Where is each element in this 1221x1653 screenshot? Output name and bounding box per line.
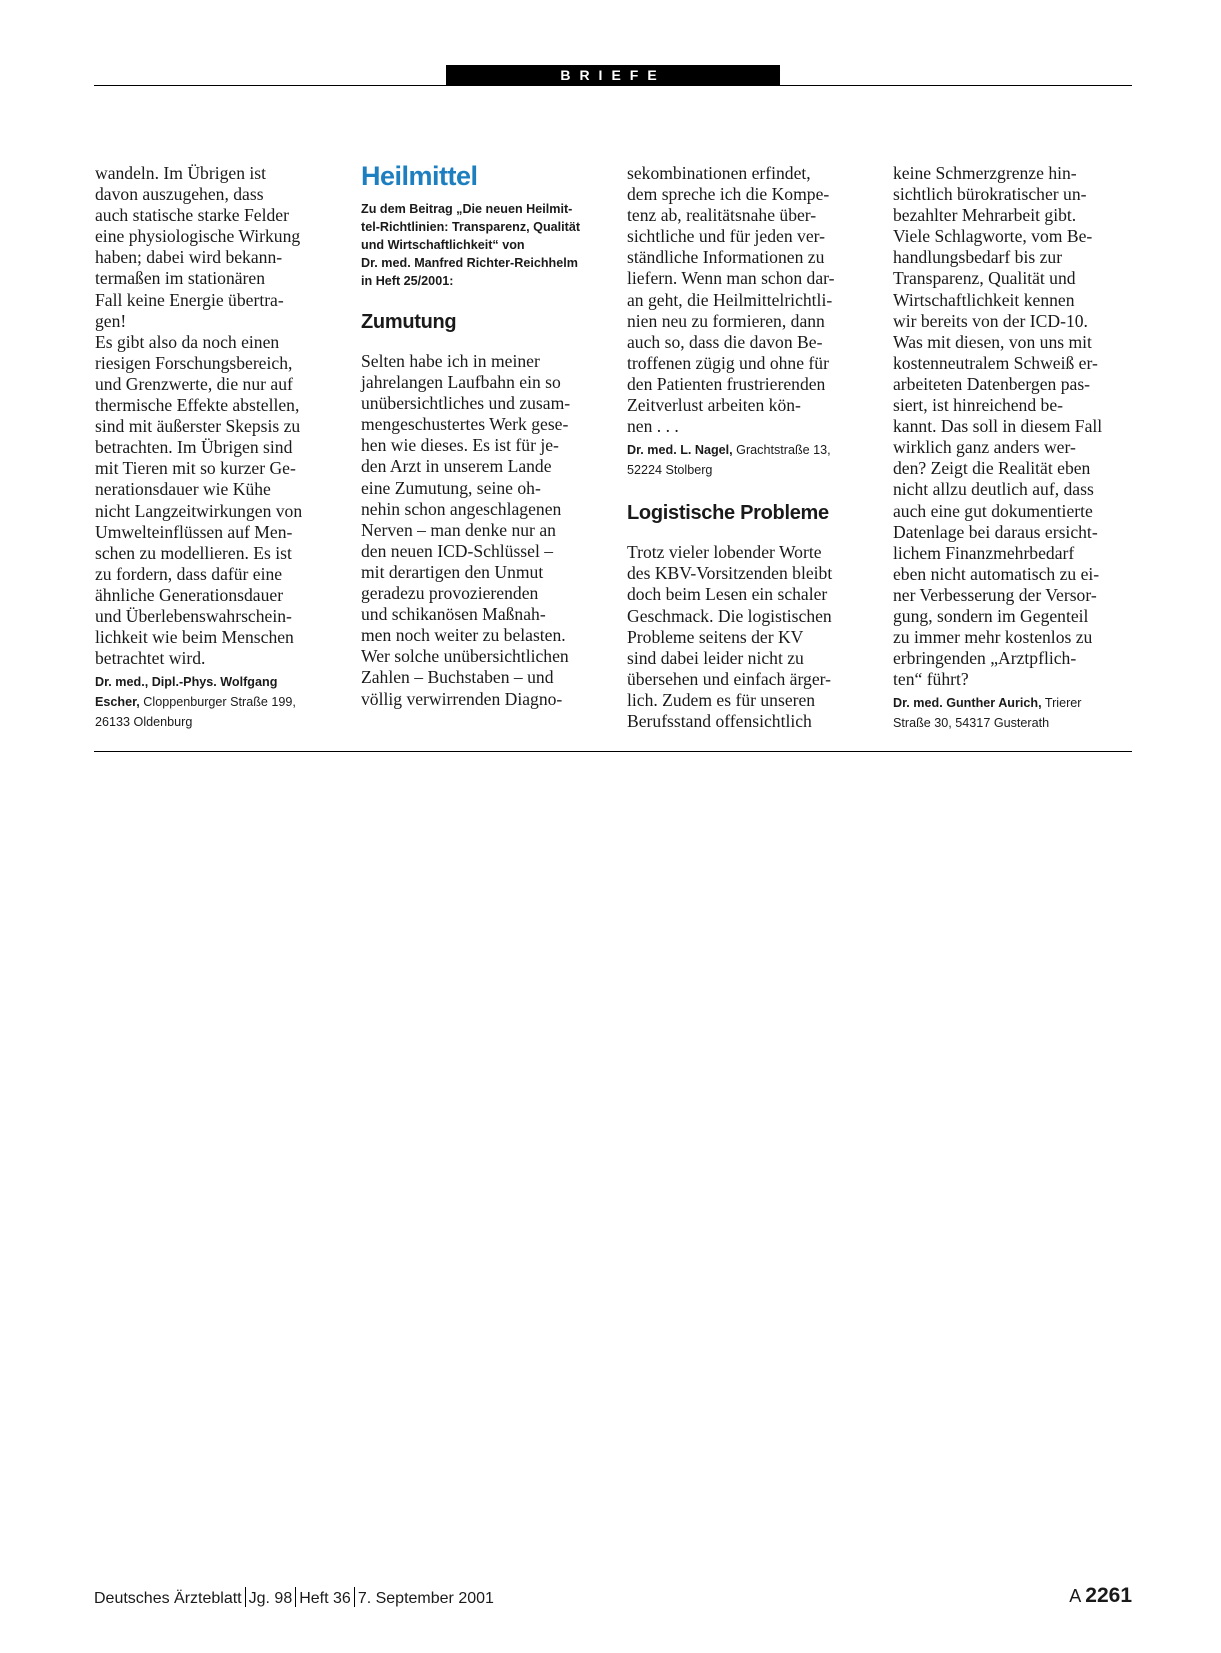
footer-separator	[354, 1587, 355, 1607]
text-line: lichem Finanzmehrbedarf	[893, 542, 1075, 563]
text-line: betrachtet wird.	[95, 648, 206, 669]
text-line: zu fordern, dass dafür eine	[95, 563, 283, 584]
letter-signature	[95, 672, 335, 732]
text-line: wirklich ganz anders wer-	[893, 437, 1076, 458]
text-line: kostenneutralem Schweiß er-	[893, 352, 1098, 373]
text-line: Transparenz, Qualität und	[893, 268, 1076, 289]
text-line: Es gibt also da noch einen	[95, 331, 280, 352]
text-line: nicht allzu deutlich auf, dass	[893, 479, 1094, 500]
text-line: sichtliche und für jeden ver-	[627, 226, 825, 247]
signature-name: Dr. med. Gunther Aurich,	[893, 696, 1042, 711]
footer-separator	[245, 1587, 246, 1607]
column-2	[361, 163, 601, 710]
text-line: des KBV-Vorsitzenden bleibt	[627, 563, 833, 584]
column-4	[893, 163, 1133, 733]
text-line: erbringenden „Arztpflich-	[893, 648, 1077, 669]
text-line: handlungsbedarf bis zur	[893, 247, 1063, 268]
text-line: übersehen und einfach ärger-	[627, 668, 831, 689]
text-line: Viele Schlagworte, vom Be-	[893, 226, 1093, 247]
text-line: siert, ist hinreichend be-	[893, 395, 1064, 416]
letter-body	[627, 542, 867, 732]
footer-citation	[94, 1587, 494, 1608]
text-line: eben nicht automatisch zu ei-	[893, 563, 1100, 584]
text-line: zu immer mehr kostenlos zu	[893, 627, 1093, 648]
journal-issue: Heft 36	[299, 1590, 351, 1607]
text-line: Dr. med. Manfred Richter-Reichhelm	[361, 256, 578, 270]
text-line: nerationsdauer wie Kühe	[95, 479, 271, 500]
text-line: und Grenzwerte, die nur auf	[95, 373, 293, 394]
letter-signature	[893, 693, 1133, 733]
text-line: sind dabei leider nicht zu	[627, 647, 804, 668]
signature-name: Dr. med., Dipl.-Phys. Wolfgang	[95, 675, 278, 690]
text-line: schen zu modellieren. Es ist	[95, 542, 292, 563]
topic-title: Heilmittel	[361, 161, 478, 191]
text-line: mit derartigen den Unmut	[361, 561, 544, 582]
text-line: unübersichtliches und zusam-	[361, 393, 571, 414]
signature-address: Grachtstraße 13,	[732, 443, 831, 458]
text-line: betrachten. Im Übrigen sind	[95, 437, 293, 458]
text-line: eine physiologische Wirkung	[95, 226, 301, 247]
text-line: auch so, dass die davon Be-	[627, 331, 823, 352]
letter-signature	[627, 440, 867, 480]
text-line: nicht Langzeitwirkungen von	[95, 500, 303, 521]
issue-date: 7. September 2001	[357, 1590, 494, 1607]
text-line: thermische Effekte abstellen,	[95, 395, 300, 416]
text-line: sichtlich bürokratischer un-	[893, 184, 1087, 205]
page-prefix: A	[1069, 1586, 1082, 1606]
text-line: Selten habe ich in meiner	[361, 351, 540, 371]
signature-city: 52224 Stolberg	[627, 463, 713, 478]
text-line: Wer solche unübersichtlichen	[361, 646, 569, 667]
signature-name: Dr. med. L. Nagel,	[627, 443, 733, 458]
text-line: Trotz vieler lobender Worte	[627, 542, 822, 563]
text-line: Berufsstand offensichtlich	[627, 710, 812, 731]
text-line: Probleme seitens der KV	[627, 626, 804, 647]
text-line: liefern. Wenn man schon dar-	[627, 268, 835, 289]
text-line: nehin schon angeschlagenen	[361, 498, 562, 519]
letter-body	[893, 163, 1133, 690]
text-line: Fall keine Energie übertra-	[95, 289, 284, 310]
text-line: Zu dem Beitrag „Die neuen Heilmit-	[361, 202, 573, 216]
text-line: haben; dabei wird bekann-	[95, 247, 283, 268]
text-line: auch eine gut dokumentierte	[893, 500, 1093, 521]
text-line: kannt. Das soll in diesem Fall	[893, 416, 1103, 437]
text-line: Geschmack. Die logistischen	[627, 605, 832, 626]
signature-address: Cloppenburger Straße 199,	[139, 695, 296, 710]
text-line: ner Verbesserung der Versor-	[893, 584, 1097, 605]
column-1	[95, 163, 335, 732]
text-line: lichkeit wie beim Menschen	[95, 627, 294, 648]
content-bottom-rule	[94, 751, 1132, 752]
text-line: keine Schmerzgrenze hin-	[893, 163, 1077, 183]
text-line: tenz ab, realitätsnahe über-	[627, 205, 817, 226]
text-line: lich. Zudem es für unseren	[627, 689, 816, 710]
text-line: wandeln. Im Übrigen ist	[95, 163, 267, 183]
text-line: doch beim Lesen ein schaler	[627, 584, 828, 605]
page-number-block	[1069, 1584, 1132, 1608]
header-rule	[94, 85, 1132, 86]
text-line: den? Zeigt die Realität eben	[893, 458, 1091, 479]
text-line: völlig verwirrenden Diagno-	[361, 688, 563, 709]
text-line: sekombinationen erfindet,	[627, 163, 811, 183]
text-line: Umwelteinflüssen auf Men-	[95, 521, 293, 542]
letter-body	[95, 163, 335, 669]
text-line: den Patienten frustrierenden	[627, 373, 826, 394]
text-line: den Arzt in unserem Lande	[361, 456, 552, 477]
signature-name-cont: Escher,	[95, 695, 140, 710]
text-line: geradezu provozierenden	[361, 583, 539, 604]
text-line: sind mit äußerster Skepsis zu	[95, 416, 301, 437]
letter-heading: Zumutung	[361, 311, 457, 333]
text-line: tel-Richtlinien: Transparenz, Qualität	[361, 220, 581, 234]
text-line: und Überlebenswahrschein-	[95, 605, 292, 626]
footer-separator	[295, 1587, 296, 1607]
text-line: mit Tieren mit so kurzer Ge-	[95, 458, 296, 479]
article-reference	[361, 200, 601, 290]
text-line: ähnliche Generationsdauer	[95, 584, 284, 605]
text-line: mengeschustertes Werk gese-	[361, 414, 569, 435]
column-3	[627, 163, 867, 732]
letter-heading: Logistische Probleme	[627, 502, 829, 525]
text-line: eine Zumutung, seine oh-	[361, 477, 541, 498]
page-footer	[94, 1584, 1132, 1608]
text-line: Zahlen – Buchstaben – und	[361, 667, 554, 688]
text-line: dem spreche ich die Kompe-	[627, 184, 830, 205]
text-line: und Wirtschaftlichkeit“ von	[361, 238, 525, 252]
text-line: Nerven – man denke nur an	[361, 519, 556, 540]
letter-body	[361, 351, 601, 710]
text-line: hen wie dieses. Es ist für je-	[361, 435, 559, 456]
text-line: ten“ führt?	[893, 669, 969, 690]
text-line: riesigen Forschungsbereich,	[95, 352, 293, 373]
text-line: termaßen im stationären	[95, 268, 266, 289]
text-line: Zeitverlust arbeiten kön-	[627, 395, 801, 416]
text-line: auch statische starke Felder	[95, 205, 289, 226]
signature-city: 26133 Oldenburg	[95, 715, 193, 730]
text-line: in Heft 25/2001:	[361, 274, 454, 288]
text-line: nen . . .	[627, 416, 679, 437]
journal-name: Deutsches Ärzteblatt	[94, 1590, 242, 1607]
text-line: gung, sondern im Gegenteil	[893, 605, 1089, 626]
text-line: Wirtschaftlichkeit kennen	[893, 289, 1075, 310]
text-line: men noch weiter zu belasten.	[361, 625, 566, 646]
text-line: wir bereits von der ICD-10.	[893, 310, 1088, 331]
text-line: ständliche Informationen zu	[627, 247, 825, 268]
text-line: Datenlage bei daraus ersicht-	[893, 521, 1098, 542]
text-line: bezahlter Mehrarbeit gibt.	[893, 205, 1077, 226]
signature-city: Straße 30, 54317 Gusterath	[893, 716, 1050, 731]
text-line: den neuen ICD-Schlüssel –	[361, 540, 554, 561]
text-line: gen!	[95, 310, 127, 331]
section-label: BRIEFE	[446, 65, 780, 86]
journal-volume: Jg. 98	[248, 1590, 293, 1607]
text-line: Was mit diesen, von uns mit	[893, 331, 1092, 352]
text-line: troffenen zügig und ohne für	[627, 352, 829, 373]
text-line: und schikanösen Maßnah-	[361, 604, 546, 625]
page-number: 2261	[1085, 1584, 1132, 1607]
signature-address: Trierer	[1041, 696, 1082, 711]
text-line: jahrelangen Laufbahn ein so	[361, 372, 561, 393]
text-line: davon auszugehen, dass	[95, 184, 264, 205]
text-line: an geht, die Heilmittelrichtli-	[627, 289, 833, 310]
letter-body	[627, 163, 867, 437]
text-line: nien neu zu formieren, dann	[627, 310, 825, 331]
text-line: arbeiteten Datenbergen pas-	[893, 373, 1091, 394]
